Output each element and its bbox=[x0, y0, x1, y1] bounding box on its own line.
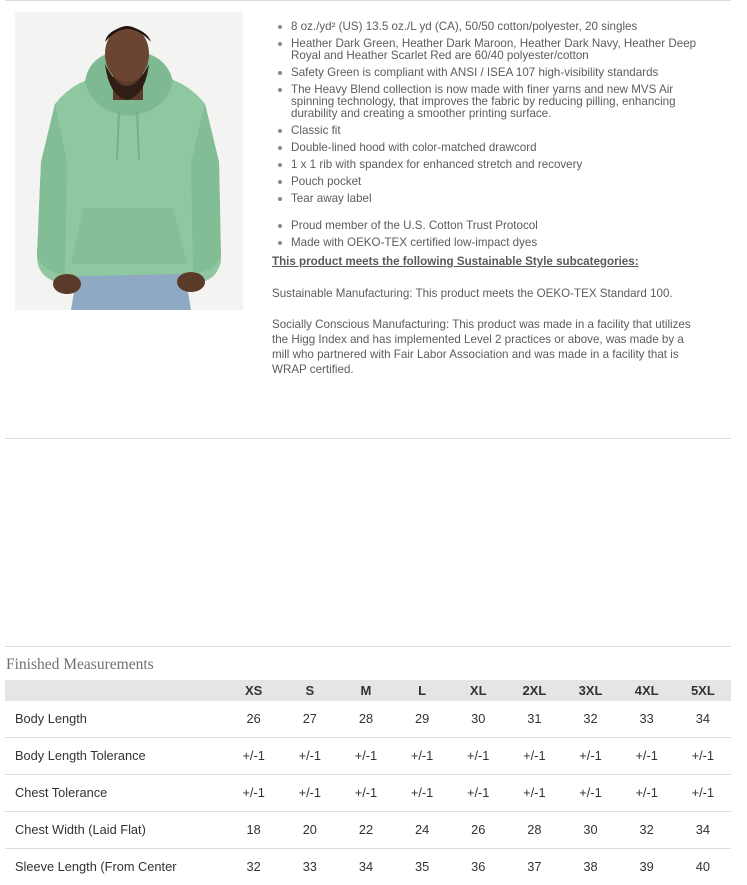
row-label: Sleeve Length (From Center bbox=[5, 849, 226, 885]
list-item: The Heavy Blend collection is now made with finer yarns and new MVS Air spinning technology, that improves the fabric by reducing pilling, enhancing durability and creating a smoother printing surface. bbox=[272, 84, 702, 120]
table-cell: 29 bbox=[394, 701, 450, 738]
size-header: 5XL bbox=[675, 680, 731, 701]
table-cell: 34 bbox=[675, 812, 731, 849]
size-header: 3XL bbox=[562, 680, 618, 701]
table-cell: +/-1 bbox=[338, 775, 394, 812]
table-cell: 34 bbox=[338, 849, 394, 885]
table-row bbox=[5, 849, 731, 885]
product-photo bbox=[15, 12, 243, 310]
table-row bbox=[5, 738, 731, 775]
sustainable-style-heading: This product meets the following Sustainable Style subcategories: bbox=[272, 255, 702, 269]
list-item: Classic fit bbox=[272, 125, 702, 137]
list-item: Pouch pocket bbox=[272, 176, 702, 188]
sustainability-list bbox=[272, 220, 702, 249]
table-cell: +/-1 bbox=[282, 775, 338, 812]
size-header: L bbox=[394, 680, 450, 701]
table-cell: 36 bbox=[450, 849, 506, 885]
table-cell: 30 bbox=[562, 812, 618, 849]
table-cell: +/-1 bbox=[450, 775, 506, 812]
table-cell: 20 bbox=[282, 812, 338, 849]
table-cell: +/-1 bbox=[506, 738, 562, 775]
list-item: Tear away label bbox=[272, 193, 702, 205]
table-cell: 28 bbox=[506, 812, 562, 849]
table-cell: 18 bbox=[226, 812, 282, 849]
socially-conscious-text: Socially Conscious Manufacturing: This product was made in a facility that utilizes the Higg Index and has implemented Level 2 practices or above, was made by a mill who partnered with Fair Labor Association and was made in a facility that is WRAP certified. bbox=[272, 317, 702, 377]
table-cell: +/-1 bbox=[394, 738, 450, 775]
size-header: XL bbox=[450, 680, 506, 701]
row-label: Chest Width (Laid Flat) bbox=[5, 812, 226, 849]
row-label: Body Length bbox=[5, 701, 226, 738]
table-cell: 26 bbox=[450, 812, 506, 849]
list-item: Made with OEKO-TEX certified low-impact dyes bbox=[272, 237, 702, 249]
list-item: Proud member of the U.S. Cotton Trust Protocol bbox=[272, 220, 702, 232]
table-cell: +/-1 bbox=[226, 738, 282, 775]
size-header: 4XL bbox=[619, 680, 675, 701]
table-cell: +/-1 bbox=[562, 775, 618, 812]
table-cell: 27 bbox=[282, 701, 338, 738]
table-cell: +/-1 bbox=[619, 738, 675, 775]
table-cell: 38 bbox=[562, 849, 618, 885]
table-cell: 32 bbox=[619, 812, 675, 849]
table-cell: 30 bbox=[450, 701, 506, 738]
table-row bbox=[5, 775, 731, 812]
size-header-blank bbox=[5, 680, 226, 701]
table-cell: +/-1 bbox=[226, 775, 282, 812]
table-cell: 32 bbox=[562, 701, 618, 738]
table-cell: 34 bbox=[675, 701, 731, 738]
table-cell: 28 bbox=[338, 701, 394, 738]
description-divider bbox=[5, 438, 731, 439]
list-item: 8 oz./yd² (US) 13.5 oz./L yd (CA), 50/50 cotton/polyester, 20 singles bbox=[272, 21, 702, 33]
size-header: S bbox=[282, 680, 338, 701]
table-cell: 24 bbox=[394, 812, 450, 849]
hoodie-model-image bbox=[15, 12, 243, 310]
table-cell: 40 bbox=[675, 849, 731, 885]
table-cell: +/-1 bbox=[338, 738, 394, 775]
list-item: Heather Dark Green, Heather Dark Maroon, Heather Dark Navy, Heather Deep Royal and Heather Scarlet Red are 60/40 polyester/cotton bbox=[272, 38, 702, 62]
top-divider bbox=[5, 0, 731, 1]
table-cell: 26 bbox=[226, 701, 282, 738]
table-cell: 31 bbox=[506, 701, 562, 738]
table-cell: +/-1 bbox=[450, 738, 506, 775]
table-cell: 33 bbox=[619, 701, 675, 738]
table-cell: +/-1 bbox=[282, 738, 338, 775]
table-cell: 35 bbox=[394, 849, 450, 885]
table-cell: 22 bbox=[338, 812, 394, 849]
table-cell: +/-1 bbox=[506, 775, 562, 812]
size-header: XS bbox=[226, 680, 282, 701]
row-label: Body Length Tolerance bbox=[5, 738, 226, 775]
measurements-title: Finished Measurements bbox=[6, 656, 154, 674]
table-cell: 39 bbox=[619, 849, 675, 885]
table-cell: 33 bbox=[282, 849, 338, 885]
table-cell: +/-1 bbox=[562, 738, 618, 775]
table-row bbox=[5, 701, 731, 738]
table-cell: 32 bbox=[226, 849, 282, 885]
list-item: Double-lined hood with color-matched drawcord bbox=[272, 142, 702, 154]
size-header-row bbox=[5, 680, 731, 701]
measurements-divider bbox=[5, 646, 731, 647]
sustainable-manufacturing-text: Sustainable Manufacturing: This product meets the OEKO-TEX Standard 100. bbox=[272, 286, 702, 301]
row-label: Chest Tolerance bbox=[5, 775, 226, 812]
list-item: Safety Green is compliant with ANSI / ISEA 107 high-visibility standards bbox=[272, 67, 702, 79]
table-cell: 37 bbox=[506, 849, 562, 885]
table-cell: +/-1 bbox=[675, 738, 731, 775]
feature-list bbox=[272, 21, 702, 205]
table-cell: +/-1 bbox=[675, 775, 731, 812]
table-cell: +/-1 bbox=[394, 775, 450, 812]
table-cell: +/-1 bbox=[619, 775, 675, 812]
list-item: 1 x 1 rib with spandex for enhanced stretch and recovery bbox=[272, 159, 702, 171]
table-row bbox=[5, 812, 731, 849]
size-chart-table bbox=[5, 680, 731, 885]
size-header: 2XL bbox=[506, 680, 562, 701]
product-description bbox=[272, 21, 702, 393]
size-header: M bbox=[338, 680, 394, 701]
